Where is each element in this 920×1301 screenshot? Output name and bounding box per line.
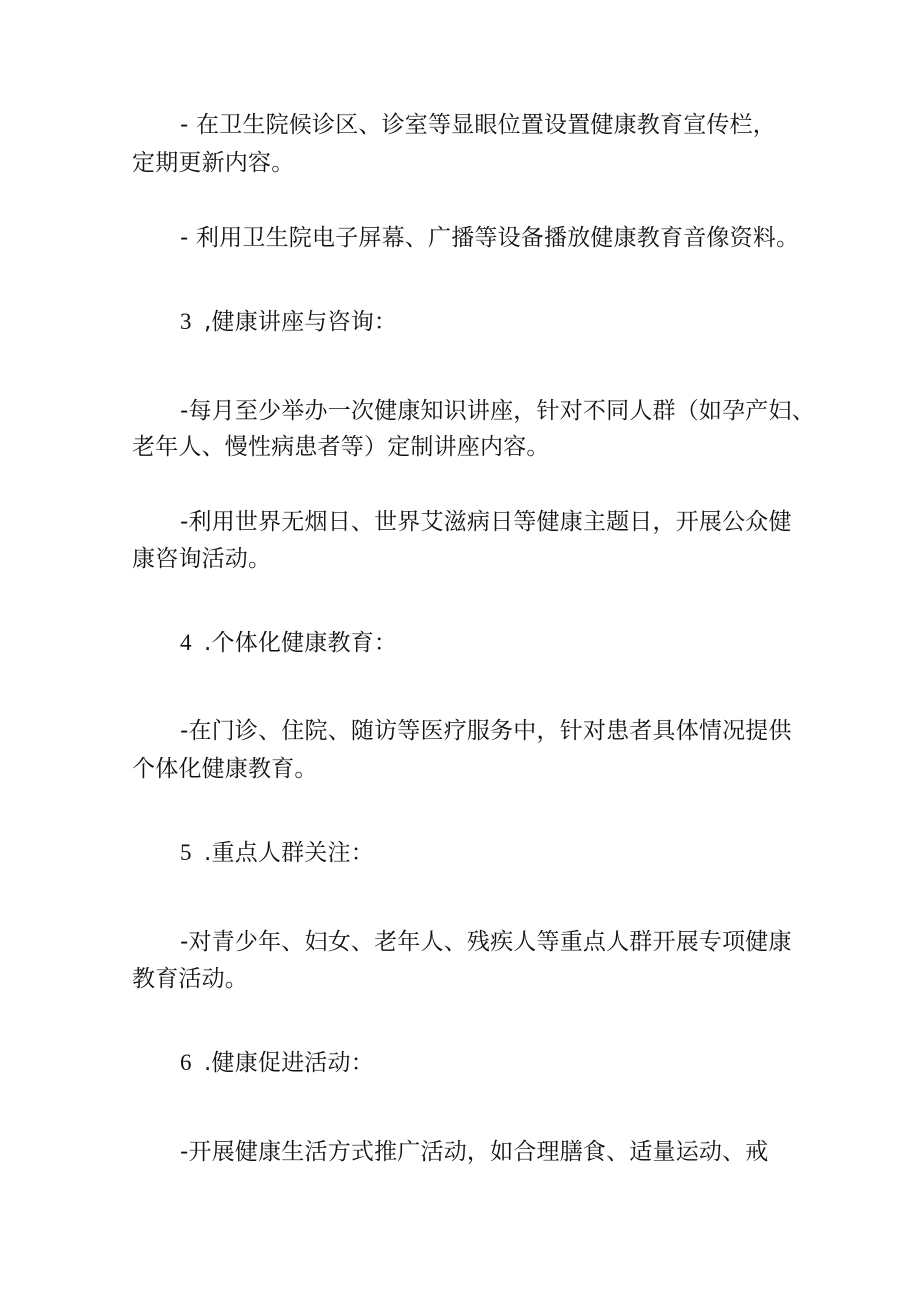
bullet-line-continuation: 个体化健康教育。 xyxy=(132,756,318,782)
bullet-line-continuation: 康咨询活动。 xyxy=(132,546,272,572)
bullet-line: -利用世界无烟日、世界艾滋病日等健康主题日，开展公众健 xyxy=(180,509,792,535)
section-number: 3 xyxy=(180,309,192,334)
bullet-line: -开展健康生活方式推广活动，如合理膳食、适量运动、戒 xyxy=(180,1139,769,1165)
section-number: 4 xyxy=(180,630,192,655)
section-title: .健康促进活动： xyxy=(204,1050,374,1076)
section-title: .个体化健康教育： xyxy=(204,630,398,656)
section-number: 6 xyxy=(180,1050,192,1075)
section-title: .重点人群关注： xyxy=(204,840,374,866)
bullet-line: -每月至少举办一次健康知识讲座，针对不同人群（如孕产妇、 xyxy=(180,398,815,424)
bullet-line-continuation: 定期更新内容。 xyxy=(132,150,295,176)
bullet-line: - 在卫生院候诊区、诊室等显眼位置设置健康教育宣传栏， xyxy=(180,112,777,138)
section-title: ,健康讲座与咨询： xyxy=(204,309,398,335)
bullet-line: - 利用卫生院电子屏幕、广播等设备播放健康教育音像资料。 xyxy=(180,225,800,251)
bullet-line-continuation: 老年人、慢性病患者等）定制讲座内容。 xyxy=(132,434,550,460)
section-heading xyxy=(180,1048,374,1078)
bullet-line-continuation: 教育活动。 xyxy=(132,966,248,992)
bullet-line: -在门诊、住院、随访等医疗服务中，针对患者具体情况提供 xyxy=(180,718,792,744)
section-heading xyxy=(180,838,374,868)
section-heading xyxy=(180,628,397,658)
section-heading xyxy=(180,307,397,337)
bullet-line: -对青少年、妇女、老年人、残疾人等重点人群开展专项健康 xyxy=(180,929,792,955)
section-number: 5 xyxy=(180,840,192,865)
